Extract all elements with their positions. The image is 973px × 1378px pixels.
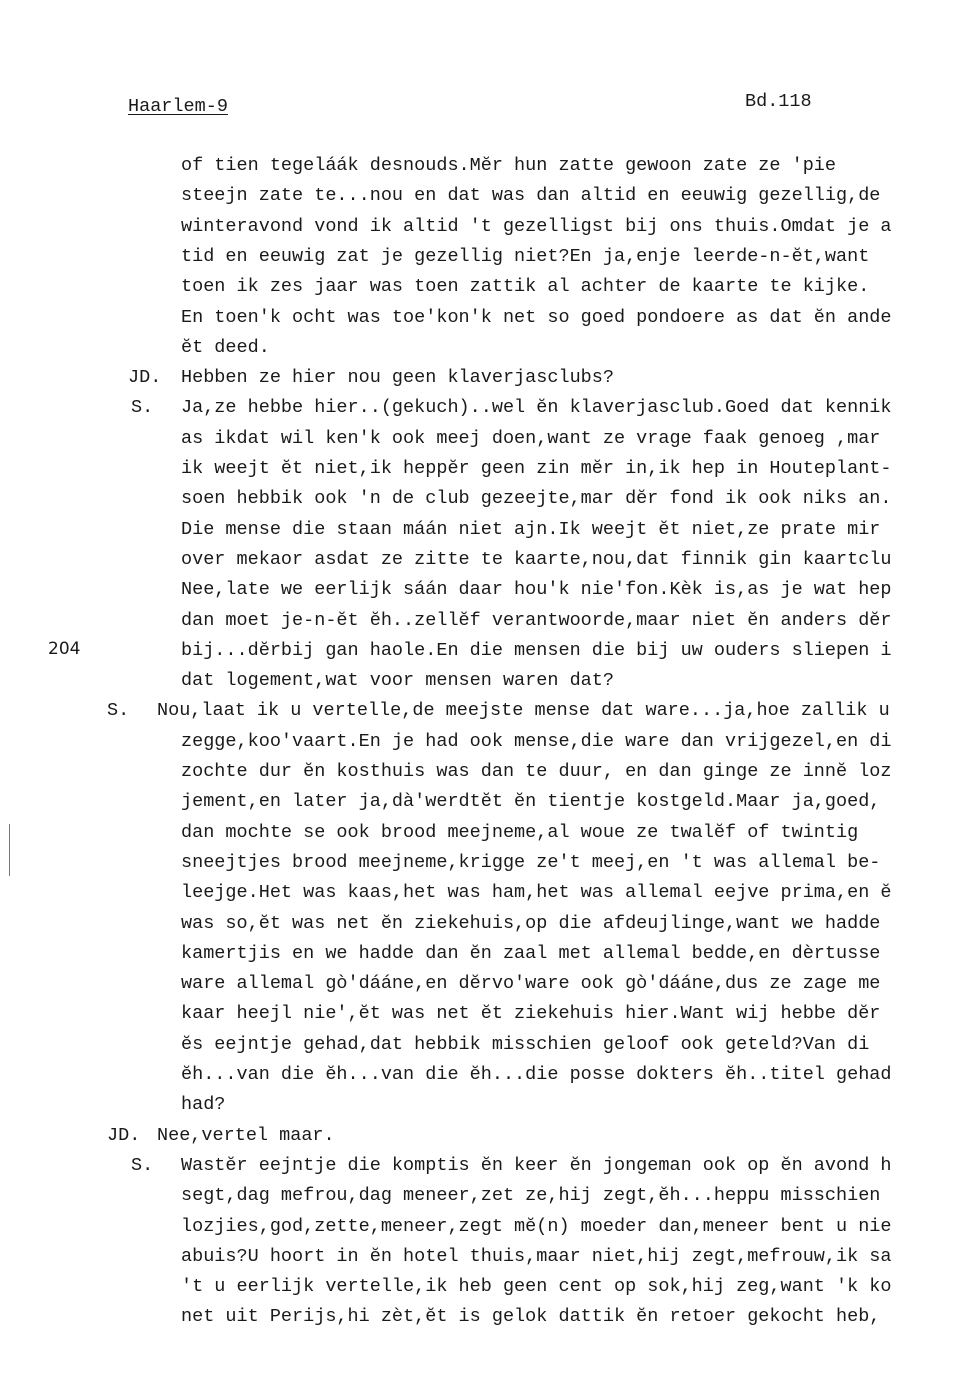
transcript-line: steejn zate te...nou en dat was dan altid en eeuwig gezellig,de	[181, 185, 881, 207]
transcript-line: leejge.Het was kaas,het was ham,het was allemal eejve prima,en ĕ	[181, 882, 892, 904]
transcript-line: zegge,koo'vaart.En je had ook mense,die ware dan vrijgezel,en di	[181, 730, 892, 752]
speaker-label: JD.	[107, 1124, 141, 1146]
transcript-line: winteravond vond ik altid 't gezelligst bij ons thuis.Omdat je a	[181, 215, 892, 237]
margin-mark	[9, 824, 10, 876]
transcript-line: ĕs eejntje gehad,dat hebbik misschien geloof ook geteld?Van di	[181, 1033, 870, 1055]
transcript-line: zochte dur ĕn kosthuis was dan te duur, en dan ginge ze innĕ loz	[181, 761, 892, 782]
transcript-line: Wastĕr eejntje die komptis ĕn keer ĕn jongeman ook op ĕn avond h	[181, 1154, 892, 1176]
transcript-line: toen ik zes jaar was toen zattik al achter de kaarte te kijke.	[181, 276, 870, 298]
transcript-line: Nee,vertel maar.	[157, 1124, 335, 1146]
transcript-line: Nee,late we eerlijk sáán daar hou'k nie'fon.Kèk is,as je wat hep	[181, 579, 892, 601]
transcript-line: net uit Perijs,hi zèt,ĕt is gelok dattik ĕn retoer gekocht heb,	[181, 1306, 881, 1328]
transcript-line: Nou,laat ik u vertelle,de meejste mense dat ware...ja,hoe zallik u	[157, 700, 890, 722]
margin-number: 204	[48, 639, 81, 659]
transcript-line: ĕt deed.	[181, 336, 270, 358]
transcript-line: was so,ĕt was net ĕn ziekehuis,op die afdeujlinge,want we hadde	[181, 912, 881, 934]
transcript-line: lozjies,god,zette,meneer,zegt mĕ(n) moeder dan,meneer bent u nie	[181, 1215, 892, 1237]
transcript-line: over mekaor asdat ze zitte te kaarte,nou,dat finnik gin kaartclu	[181, 548, 892, 570]
transcript-line: jement,en later ja,dà'werdtĕt ĕn tientje kostgeld.Maar ja,goed,	[181, 791, 881, 813]
transcript-line: 't u eerlijk vertelle,ik heb geen cent op sok,hij zeg,want 'k ko	[181, 1276, 892, 1298]
transcript-line: segt,dag mefrou,dag meneer,zet ze,hij zegt,ĕh...heppu misschien	[181, 1185, 881, 1207]
transcript-line: tid en eeuwig zat je gezellig niet?En ja,enje leerde-n-ĕt,want	[181, 245, 870, 267]
header-location: Haarlem-9	[128, 96, 228, 117]
transcript-line: Die mense die staan máán niet ajn.Ik weejt ĕt niet,ze prate mir	[181, 518, 881, 540]
transcript-line: ĕh...van die ĕh...van die ĕh...die posse dokters ĕh..titel gehad	[181, 1064, 892, 1085]
transcript-line: had?	[181, 1094, 226, 1116]
speaker-label: S.	[131, 1154, 154, 1176]
transcript-line: bij...dĕrbij gan haole.En die mensen die bij uw ouders sliepen i	[181, 639, 892, 661]
transcript-line: abuis?U hoort in ĕn hotel thuis,maar niet,hij zegt,mefrouw,ik sa	[181, 1245, 892, 1267]
transcript-line: kaar heejl nie',ĕt was net ĕt ziekehuis hier.Want wij hebbe dĕr	[181, 1003, 881, 1025]
transcript-line: dat logement,wat voor mensen waren dat?	[181, 670, 614, 692]
transcript-line: dan moet je-n-ĕt ĕh..zellĕf verantwoorde,maar niet ĕn anders dĕr	[181, 609, 892, 631]
transcript-line: Ja,ze hebbe hier..(gekuch)..wel ĕn klaverjasclub.Goed dat kennik	[181, 397, 892, 419]
transcript-line: sneejtjes brood meejneme,krigge ze't meej,en 't was allemal be-	[181, 851, 881, 873]
transcript-line: kamertjis en we hadde dan ĕn zaal met allemal bedde,en dèrtusse	[181, 942, 881, 964]
transcript-line: dan mochte se ook brood meejneme,al woue ze twalĕf of twintig	[181, 821, 859, 843]
transcript-line: En toen'k ocht was toe'kon'k net so goed pondoere as dat ĕn ande	[181, 306, 892, 328]
transcript-line: Hebben ze hier nou geen klaverjasclubs?	[181, 367, 614, 389]
speaker-label: S.	[131, 397, 154, 419]
transcript-line: as ikdat wil ken'k ook meej doen,want ze vrage faak genoeg ,mar	[181, 427, 881, 449]
transcript-line: ware allemal gò'dááne,en dĕrvo'ware ook gò'dááne,dus ze zage me	[181, 973, 881, 995]
speaker-label: JD.	[128, 367, 162, 389]
transcript-line: of tien tegeláák desnouds.Mĕr hun zatte gewoon zate ze 'pie	[181, 155, 837, 176]
speaker-label: S.	[107, 700, 130, 722]
transcript-line: ik weejt ĕt niet,ik heppĕr geen zin mĕr in,ik hep in Houteplant-	[181, 458, 892, 479]
header-page-reference: Bd.118	[745, 91, 812, 112]
transcript-line: soen hebbik ook 'n de club gezeejte,mar dĕr fond ik ook niks an.	[181, 488, 892, 510]
